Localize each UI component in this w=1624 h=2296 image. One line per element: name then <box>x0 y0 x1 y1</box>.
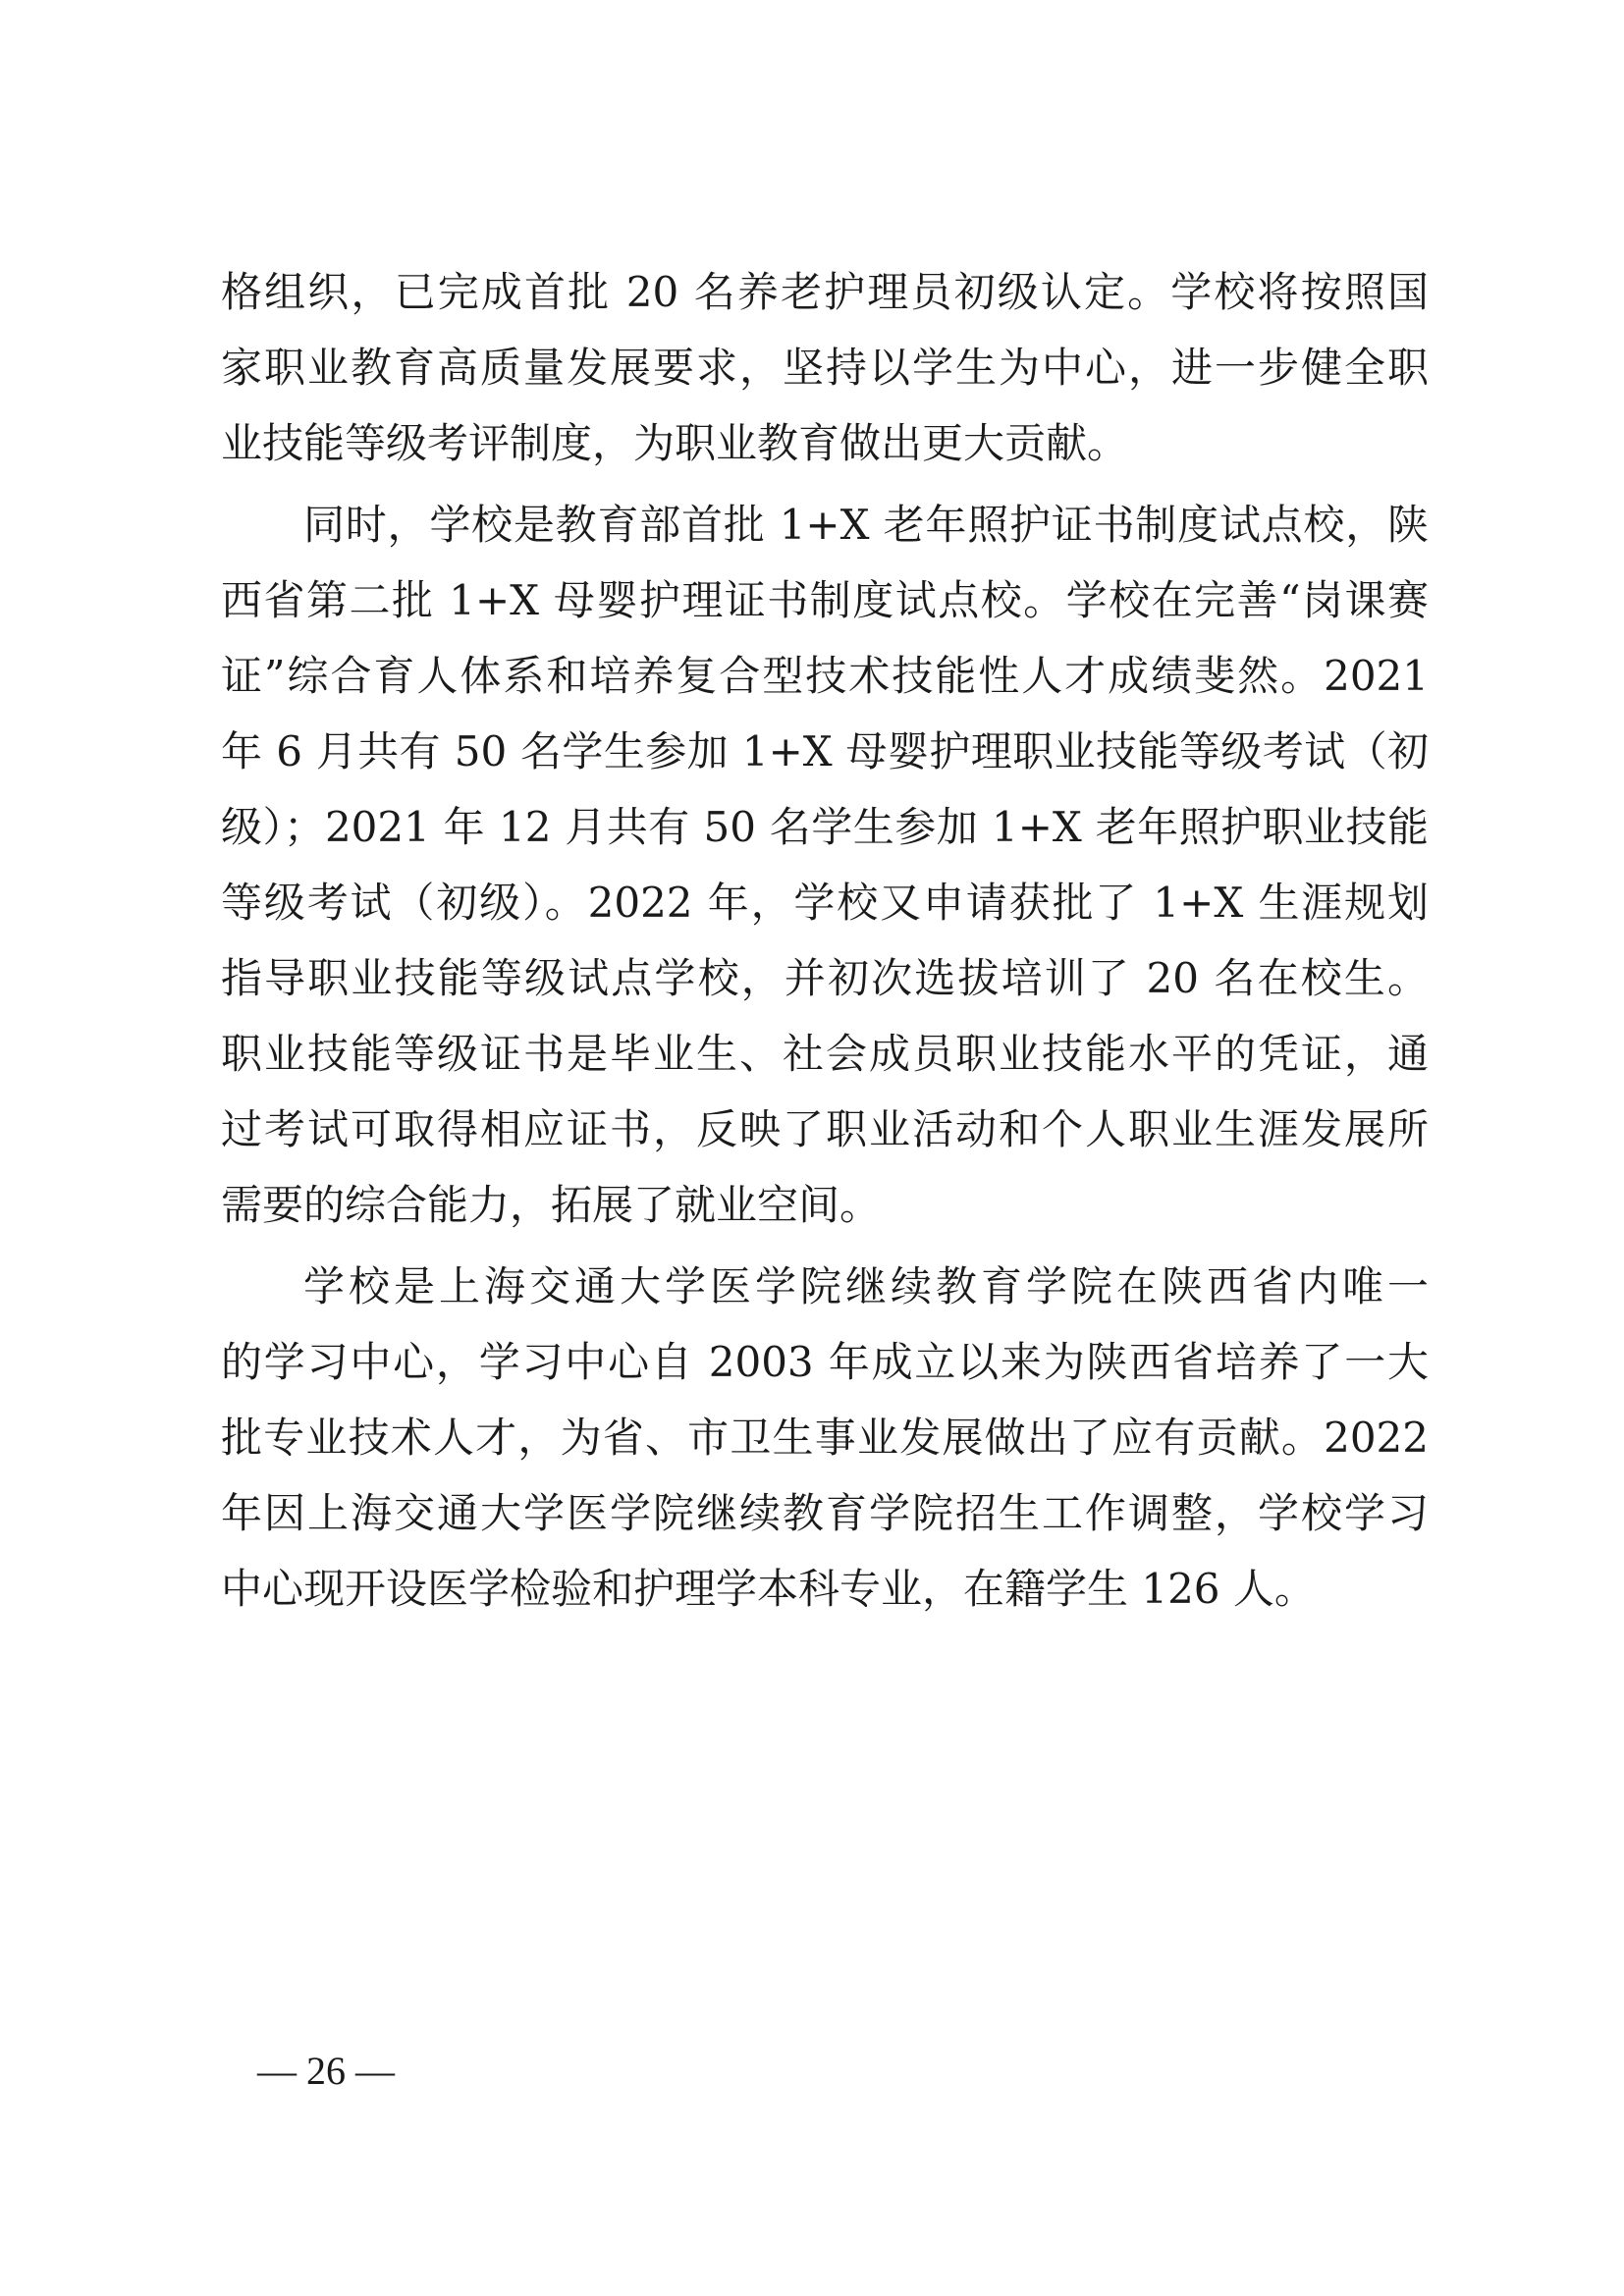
text-line: 批专业技术人才，为省、市卫生事业发展做出了应有贡献。2022 <box>221 1414 1429 1462</box>
text-line: 家职业教育高质量发展要求，坚持以学生为中心，进一步健全职 <box>221 344 1429 392</box>
text-line: 中心现开设医学检验和护理学本科专业，在籍学生 126 人。 <box>221 1565 1316 1613</box>
text-line: 等级考试（初级）。2022 年，学校又申请获批了 1+X 生涯规划 <box>221 879 1429 927</box>
text-line: 年因上海交通大学医学院继续教育学院招生工作调整，学校学习 <box>221 1489 1429 1537</box>
text-line: 指导职业技能等级试点学校，并初次选拔培训了 20 名在校生。 <box>221 954 1429 1002</box>
text-line: 职业技能等级证书是毕业生、社会成员职业技能水平的凭证，通 <box>221 1030 1429 1078</box>
text-line: 格组织，已完成首批 20 名养老护理员初级认定。学校将按照国 <box>221 268 1429 316</box>
text-line: 过考试可取得相应证书，反映了职业活动和个人职业生涯发展所 <box>221 1105 1429 1153</box>
text-line: 的学习中心，学习中心自 2003 年成立以来为陕西省培养了一大 <box>221 1338 1429 1386</box>
text-line: 证”综合育人体系和培养复合型技术技能性人才成绩斐然。2021 <box>221 652 1429 700</box>
text-line: 级）；2021 年 12 月共有 50 名学生参加 1+X 老年照护职业技能 <box>221 803 1429 851</box>
text-line: 需要的综合能力，拓展了就业空间。 <box>221 1181 882 1229</box>
text-line: 西省第二批 1+X 母婴护理证书制度试点校。学校在完善“岗课赛 <box>221 576 1429 624</box>
text-line: 年 6 月共有 50 名学生参加 1+X 母婴护理职业技能等级考试（初 <box>221 727 1429 775</box>
page-number: — 26 — <box>257 2049 395 2093</box>
paragraph-first-line: 学校是上海交通大学医学院继续教育学院在陕西省内唯一 <box>303 1262 1429 1310</box>
paragraph-first-line: 同时，学校是教育部首批 1+X 老年照护证书制度试点校，陕 <box>303 501 1429 549</box>
text-line: 业技能等级考评制度，为职业教育做出更大贡献。 <box>221 419 1129 467</box>
